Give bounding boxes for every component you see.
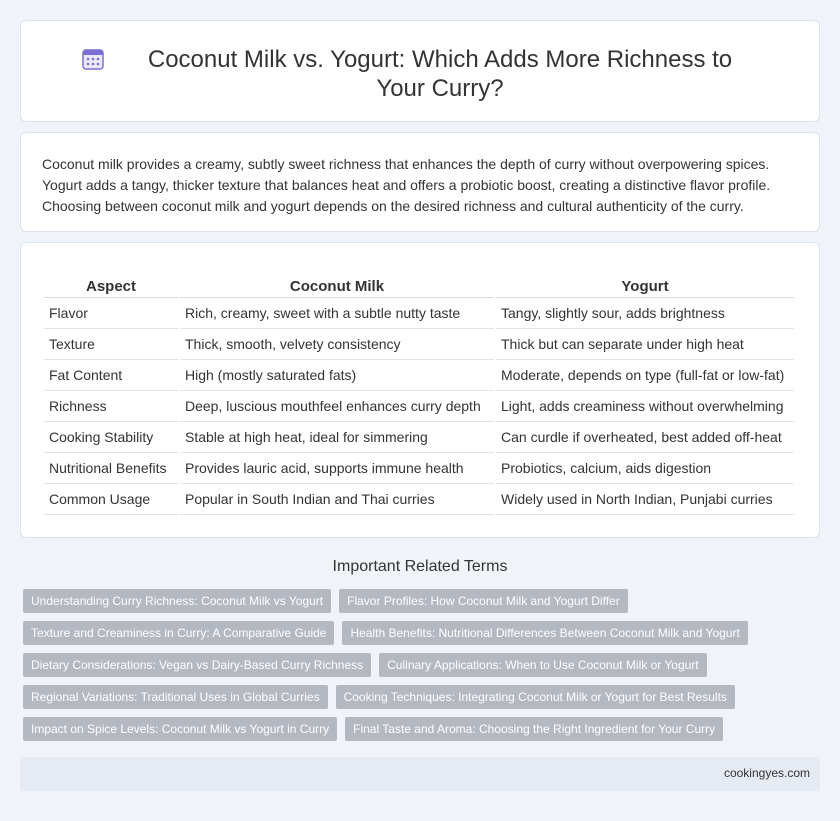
table-cell: Popular in South Indian and Thai curries <box>180 484 494 515</box>
tag-row <box>23 653 803 677</box>
table-row <box>44 453 794 484</box>
table-cell: Stable at high heat, ideal for simmering <box>180 422 494 453</box>
table-row <box>44 360 794 391</box>
column-header-yogurt: Yogurt <box>496 277 794 298</box>
table-cell: Can curdle if overheated, best added off-heat <box>496 422 794 453</box>
related-term-link[interactable]: Cooking Techniques: Integrating Coconut Milk or Yogurt for Best Results <box>336 685 735 709</box>
related-terms-heading: Important Related Terms <box>332 558 508 575</box>
table-cell: Probiotics, calcium, aids digestion <box>496 453 794 484</box>
table-cell: Deep, luscious mouthfeel enhances curry depth <box>180 391 494 422</box>
page-title: Coconut Milk vs. Yogurt: Which Adds More Richness to Your Curry? <box>147 46 733 102</box>
intro-paragraph: Coconut milk provides a creamy, subtly sweet richness that enhances the depth of curry without overpowering spices. Yogurt adds a tangy, thicker texture that balances heat and offers a probiotic boost, creating a distinctive flavor profile. Choosing between coconut milk and yogurt depends on the desired richness and cultural authenticity of the curry. <box>42 156 771 214</box>
table-row <box>44 298 794 329</box>
tag-row <box>23 621 803 645</box>
table-cell: Provides lauric acid, supports immune health <box>180 453 494 484</box>
related-term-link[interactable]: Culinary Applications: When to Use Coconut Milk or Yogurt <box>379 653 707 677</box>
table-cell: Tangy, slightly sour, adds brightness <box>496 298 794 329</box>
footer-site-name[interactable]: cookingyes.com <box>723 766 810 780</box>
table-cell: Light, adds creaminess without overwhelming <box>496 391 794 422</box>
footer <box>20 757 820 791</box>
related-terms-list <box>23 589 803 749</box>
column-header-aspect: Aspect <box>44 277 178 298</box>
table-cell: Widely used in North Indian, Punjabi curries <box>496 484 794 515</box>
related-term-link[interactable]: Impact on Spice Levels: Coconut Milk vs Yogurt in Curry <box>23 717 337 741</box>
related-term-link[interactable]: Health Benefits: Nutritional Differences Between Coconut Milk and Yogurt <box>342 621 747 645</box>
tag-row <box>23 717 803 741</box>
table-cell: Thick but can separate under high heat <box>496 329 794 360</box>
table-cell: Rich, creamy, sweet with a subtle nutty taste <box>180 298 494 329</box>
comparison-table <box>42 277 796 515</box>
table-row <box>44 329 794 360</box>
table-cell: Thick, smooth, velvety consistency <box>180 329 494 360</box>
table-cell: Common Usage <box>44 484 178 515</box>
table-cell: Cooking Stability <box>44 422 178 453</box>
tag-row <box>23 685 803 709</box>
table-cell: Nutritional Benefits <box>44 453 178 484</box>
column-header-coconut-milk: Coconut Milk <box>180 277 494 298</box>
table-header-row <box>44 277 794 298</box>
table-row <box>44 484 794 515</box>
related-term-link[interactable]: Dietary Considerations: Vegan vs Dairy-Based Curry Richness <box>23 653 371 677</box>
table-row <box>44 422 794 453</box>
table-row <box>44 391 794 422</box>
table-cell: High (mostly saturated fats) <box>180 360 494 391</box>
table-cell: Flavor <box>44 298 178 329</box>
title-card <box>20 20 820 122</box>
related-term-link[interactable]: Texture and Creaminess in Curry: A Comparative Guide <box>23 621 334 645</box>
comparison-card <box>20 242 820 538</box>
table-cell: Fat Content <box>44 360 178 391</box>
related-term-link[interactable]: Final Taste and Aroma: Choosing the Right Ingredient for Your Curry <box>345 717 723 741</box>
table-cell: Texture <box>44 329 178 360</box>
intro-card <box>20 132 820 232</box>
tag-row <box>23 589 803 613</box>
related-term-link[interactable]: Regional Variations: Traditional Uses in Global Curries <box>23 685 328 709</box>
related-term-link[interactable]: Understanding Curry Richness: Coconut Milk vs Yogurt <box>23 589 331 613</box>
related-term-link[interactable]: Flavor Profiles: How Coconut Milk and Yogurt Differ <box>339 589 628 613</box>
table-cell: Richness <box>44 391 178 422</box>
table-cell: Moderate, depends on type (full-fat or low-fat) <box>496 360 794 391</box>
